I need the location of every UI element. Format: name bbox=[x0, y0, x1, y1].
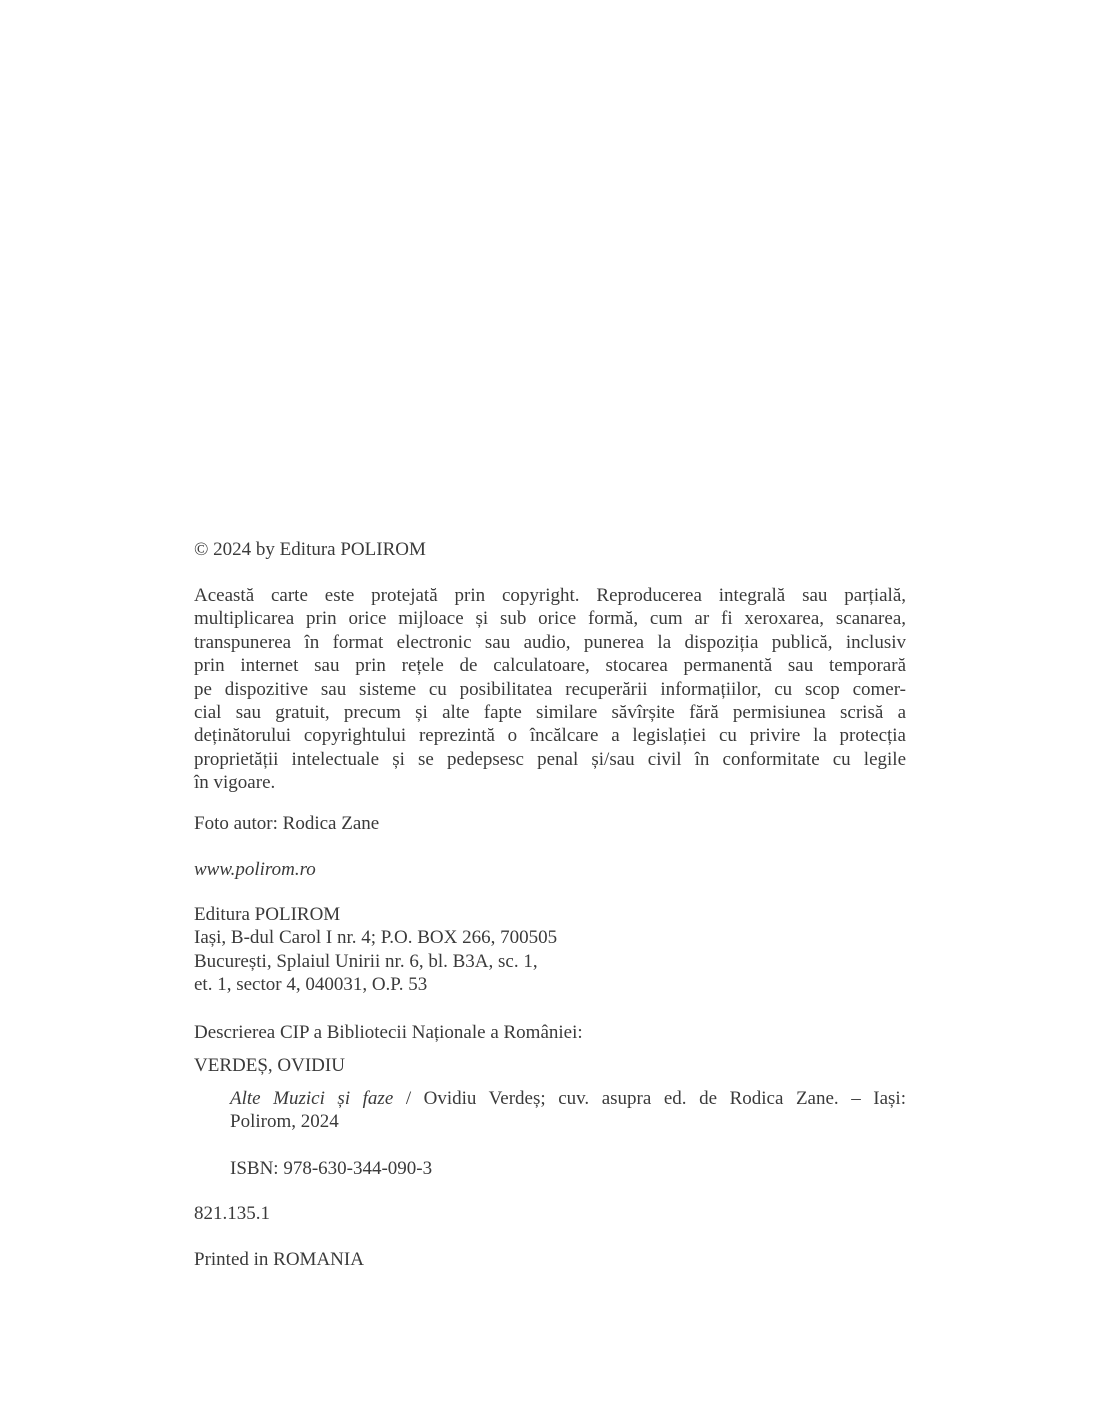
notice-line: multiplicarea prin orice mijloace și sub orice formă, cum ar fi xeroxarea, scanarea, bbox=[194, 608, 906, 630]
notice-line: deținătorului copyrightului reprezintă o încălcare a legislației cu privire la protecția bbox=[194, 725, 906, 747]
publisher-website: www.polirom.ro bbox=[194, 859, 316, 880]
book-title: Alte Muzici și faze bbox=[230, 1088, 394, 1109]
classification-code: 821.135.1 bbox=[194, 1203, 270, 1224]
copyright-notice bbox=[194, 584, 906, 795]
cip-author: VERDEȘ, OVIDIU bbox=[194, 1055, 345, 1076]
address-line: et. 1, sector 4, 040031, O.P. 53 bbox=[194, 974, 428, 996]
cip-heading: Descrierea CIP a Bibliotecii Naționale a României: bbox=[194, 1022, 583, 1043]
copyright-line: © 2024 by Editura POLIROM bbox=[194, 539, 426, 560]
notice-line: cial sau gratuit, precum și alte fapte similare săvîrșite fără permisiunea scrisă a bbox=[194, 702, 906, 724]
address-line: Editura POLIROM bbox=[194, 904, 341, 925]
address-line: București, Splaiul Unirii nr. 6, bl. B3A, sc. 1, bbox=[194, 950, 538, 972]
cip-publisher-line: Polirom, 2024 bbox=[230, 1111, 339, 1133]
isbn: ISBN: 978-630-344-090-3 bbox=[230, 1158, 433, 1179]
photo-credit: Foto autor: Rodica Zane bbox=[194, 813, 380, 834]
cip-title-line bbox=[230, 1087, 906, 1110]
notice-line: pe dispozitive sau sisteme cu posibilitatea recuperării informațiilor, cu scop comer- bbox=[194, 678, 906, 700]
notice-line: prin internet sau prin rețele de calculatoare, stocarea permanentă sau temporară bbox=[194, 655, 906, 677]
notice-line: transpunerea în format electronic sau audio, punerea la dispoziția publică, inclusiv bbox=[194, 631, 906, 653]
cip-title-entry bbox=[230, 1087, 906, 1134]
address-line: Iași, B-dul Carol I nr. 4; P.O. BOX 266, 700505 bbox=[194, 927, 558, 949]
notice-line: proprietății intelectuale și se pedepsesc penal și/sau civil în conformitate cu legile bbox=[194, 748, 906, 770]
publisher-address bbox=[194, 903, 906, 997]
notice-line: în vigoare. bbox=[194, 772, 276, 794]
notice-line: Această carte este protejată prin copyright. Reproducerea integrală sau parțială, bbox=[194, 585, 906, 606]
printed-in: Printed in ROMANIA bbox=[194, 1249, 364, 1270]
cip-title-rest: / Ovidiu Verdeș; cuv. asupra ed. de Rodica Zane. – Iași: bbox=[393, 1088, 906, 1109]
